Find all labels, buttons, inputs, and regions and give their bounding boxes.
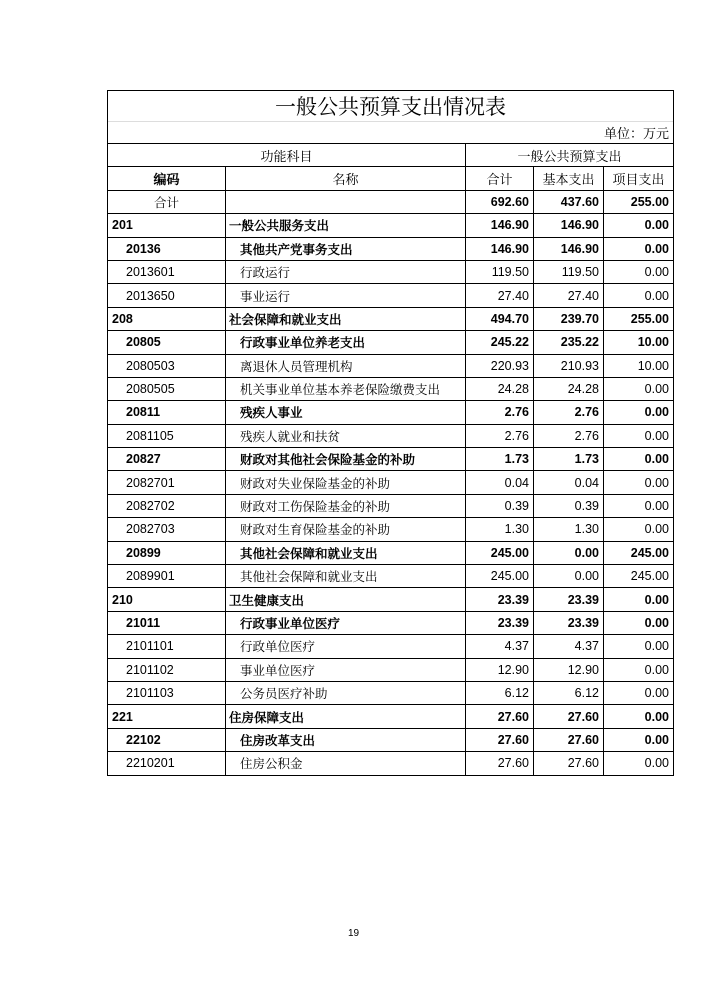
row-total: 245.00	[466, 541, 534, 564]
row-basic: 0.04	[534, 471, 604, 494]
row-project: 0.00	[604, 471, 674, 494]
row-name: 事业单位医疗	[226, 658, 466, 681]
row-name: 卫生健康支出	[226, 588, 466, 611]
row-name: 事业运行	[226, 284, 466, 307]
table-row	[108, 518, 674, 541]
row-name: 社会保障和就业支出	[226, 307, 466, 330]
row-name: 住房改革支出	[226, 728, 466, 751]
page-number: 19	[347, 928, 360, 939]
table-row	[108, 635, 674, 658]
row-code: 2081105	[108, 424, 226, 447]
row-total: 1.30	[466, 518, 534, 541]
row-name: 行政事业单位养老支出	[226, 331, 466, 354]
row-total: 494.70	[466, 307, 534, 330]
table-row	[108, 377, 674, 400]
row-basic: 23.39	[534, 611, 604, 634]
table-row	[108, 705, 674, 728]
table-row	[108, 354, 674, 377]
row-code: 210	[108, 588, 226, 611]
title-row	[108, 91, 674, 122]
row-name: 住房保障支出	[226, 705, 466, 728]
row-project: 0.00	[604, 588, 674, 611]
table-row	[108, 237, 674, 260]
row-basic: 235.22	[534, 331, 604, 354]
row-basic: 0.39	[534, 494, 604, 517]
table-row	[108, 284, 674, 307]
row-code: 20811	[108, 401, 226, 424]
row-basic: 239.70	[534, 307, 604, 330]
table-row	[108, 424, 674, 447]
unit-label: 单位：万元	[108, 122, 674, 144]
row-total: 245.00	[466, 565, 534, 588]
row-code: 20827	[108, 448, 226, 471]
row-name: 一般公共服务支出	[226, 214, 466, 237]
row-project: 0.00	[604, 681, 674, 704]
column-header-total: 合计	[466, 167, 534, 190]
row-total: 119.50	[466, 260, 534, 283]
table-row	[108, 728, 674, 751]
table-row	[108, 471, 674, 494]
row-project: 0.00	[604, 658, 674, 681]
row-basic: 1.73	[534, 448, 604, 471]
row-code: 221	[108, 705, 226, 728]
row-basic: 0.00	[534, 541, 604, 564]
table-row	[108, 681, 674, 704]
row-code: 208	[108, 307, 226, 330]
row-basic: 6.12	[534, 681, 604, 704]
row-basic: 27.40	[534, 284, 604, 307]
row-project: 0.00	[604, 260, 674, 283]
row-name: 公务员医疗补助	[226, 681, 466, 704]
total-row	[108, 190, 674, 213]
table-row	[108, 752, 674, 775]
row-code: 2101103	[108, 681, 226, 704]
row-code: 2082702	[108, 494, 226, 517]
row-project: 0.00	[604, 518, 674, 541]
row-name: 财政对其他社会保险基金的补助	[226, 448, 466, 471]
row-basic: 4.37	[534, 635, 604, 658]
row-code: 22102	[108, 728, 226, 751]
row-total: 245.22	[466, 331, 534, 354]
row-name: 残疾人就业和扶贫	[226, 424, 466, 447]
row-name: 其他社会保障和就业支出	[226, 565, 466, 588]
row-project: 0.00	[604, 635, 674, 658]
row-total: 27.60	[466, 752, 534, 775]
row-total: 146.90	[466, 214, 534, 237]
row-basic: 2.76	[534, 424, 604, 447]
row-total: 146.90	[466, 237, 534, 260]
row-code: 201	[108, 214, 226, 237]
row-code: 2082701	[108, 471, 226, 494]
row-project: 0.00	[604, 214, 674, 237]
row-name: 残疾人事业	[226, 401, 466, 424]
table-row	[108, 260, 674, 283]
table-row	[108, 611, 674, 634]
row-project: 0.00	[604, 284, 674, 307]
total-sum: 692.60	[466, 190, 534, 213]
row-total: 24.28	[466, 377, 534, 400]
total-name-empty	[226, 190, 466, 213]
row-project: 10.00	[604, 354, 674, 377]
row-name: 其他共产党事务支出	[226, 237, 466, 260]
row-name: 行政单位医疗	[226, 635, 466, 658]
row-basic: 119.50	[534, 260, 604, 283]
table-row	[108, 658, 674, 681]
page-title: 一般公共预算支出情况表	[108, 91, 674, 122]
total-project: 255.00	[604, 190, 674, 213]
total-label: 合计	[108, 190, 226, 213]
row-total: 27.60	[466, 705, 534, 728]
row-code: 20136	[108, 237, 226, 260]
row-name: 财政对工伤保险基金的补助	[226, 494, 466, 517]
row-project: 0.00	[604, 377, 674, 400]
row-code: 20805	[108, 331, 226, 354]
group-header-row	[108, 144, 674, 167]
row-project: 0.00	[604, 424, 674, 447]
row-name: 财政对失业保险基金的补助	[226, 471, 466, 494]
column-header-name: 名称	[226, 167, 466, 190]
unit-row	[108, 122, 674, 144]
row-code: 2210201	[108, 752, 226, 775]
row-basic: 23.39	[534, 588, 604, 611]
row-total: 220.93	[466, 354, 534, 377]
row-code: 2080503	[108, 354, 226, 377]
row-basic: 146.90	[534, 237, 604, 260]
row-code: 2013650	[108, 284, 226, 307]
table-row	[108, 401, 674, 424]
row-total: 0.04	[466, 471, 534, 494]
row-total: 1.73	[466, 448, 534, 471]
row-basic: 146.90	[534, 214, 604, 237]
table-row	[108, 588, 674, 611]
table-row	[108, 448, 674, 471]
row-basic: 2.76	[534, 401, 604, 424]
column-header-project: 项目支出	[604, 167, 674, 190]
row-total: 27.40	[466, 284, 534, 307]
row-total: 12.90	[466, 658, 534, 681]
row-name: 住房公积金	[226, 752, 466, 775]
budget-sheet	[107, 90, 673, 776]
row-basic: 24.28	[534, 377, 604, 400]
row-basic: 27.60	[534, 728, 604, 751]
row-project: 0.00	[604, 728, 674, 751]
row-project: 245.00	[604, 541, 674, 564]
row-total: 6.12	[466, 681, 534, 704]
row-name: 机关事业单位基本养老保险缴费支出	[226, 377, 466, 400]
row-name: 财政对生育保险基金的补助	[226, 518, 466, 541]
row-basic: 12.90	[534, 658, 604, 681]
row-project: 255.00	[604, 307, 674, 330]
row-project: 0.00	[604, 401, 674, 424]
table-row	[108, 214, 674, 237]
row-project: 0.00	[604, 237, 674, 260]
row-project: 0.00	[604, 611, 674, 634]
row-name: 行政事业单位医疗	[226, 611, 466, 634]
row-code: 2013601	[108, 260, 226, 283]
row-code: 21011	[108, 611, 226, 634]
row-code: 2082703	[108, 518, 226, 541]
row-name: 离退休人员管理机构	[226, 354, 466, 377]
row-code: 2101101	[108, 635, 226, 658]
row-project: 0.00	[604, 494, 674, 517]
row-project: 0.00	[604, 752, 674, 775]
column-header-row	[108, 167, 674, 190]
table-row	[108, 331, 674, 354]
group-header-budget: 一般公共预算支出	[466, 144, 674, 167]
table-row	[108, 541, 674, 564]
row-total: 0.39	[466, 494, 534, 517]
row-project: 245.00	[604, 565, 674, 588]
group-header-function: 功能科目	[108, 144, 466, 167]
row-total: 2.76	[466, 424, 534, 447]
column-header-code: 编码	[108, 167, 226, 190]
total-basic: 437.60	[534, 190, 604, 213]
row-code: 20899	[108, 541, 226, 564]
row-code: 2080505	[108, 377, 226, 400]
row-total: 2.76	[466, 401, 534, 424]
row-project: 0.00	[604, 448, 674, 471]
row-basic: 27.60	[534, 752, 604, 775]
row-total: 23.39	[466, 611, 534, 634]
table-row	[108, 565, 674, 588]
row-code: 2089901	[108, 565, 226, 588]
row-basic: 1.30	[534, 518, 604, 541]
row-name: 其他社会保障和就业支出	[226, 541, 466, 564]
column-header-basic: 基本支出	[534, 167, 604, 190]
row-project: 0.00	[604, 705, 674, 728]
table-row	[108, 307, 674, 330]
row-total: 27.60	[466, 728, 534, 751]
row-total: 23.39	[466, 588, 534, 611]
budget-table	[107, 90, 674, 776]
row-code: 2101102	[108, 658, 226, 681]
row-total: 4.37	[466, 635, 534, 658]
row-basic: 0.00	[534, 565, 604, 588]
row-name: 行政运行	[226, 260, 466, 283]
row-project: 10.00	[604, 331, 674, 354]
row-basic: 210.93	[534, 354, 604, 377]
table-row	[108, 494, 674, 517]
row-basic: 27.60	[534, 705, 604, 728]
